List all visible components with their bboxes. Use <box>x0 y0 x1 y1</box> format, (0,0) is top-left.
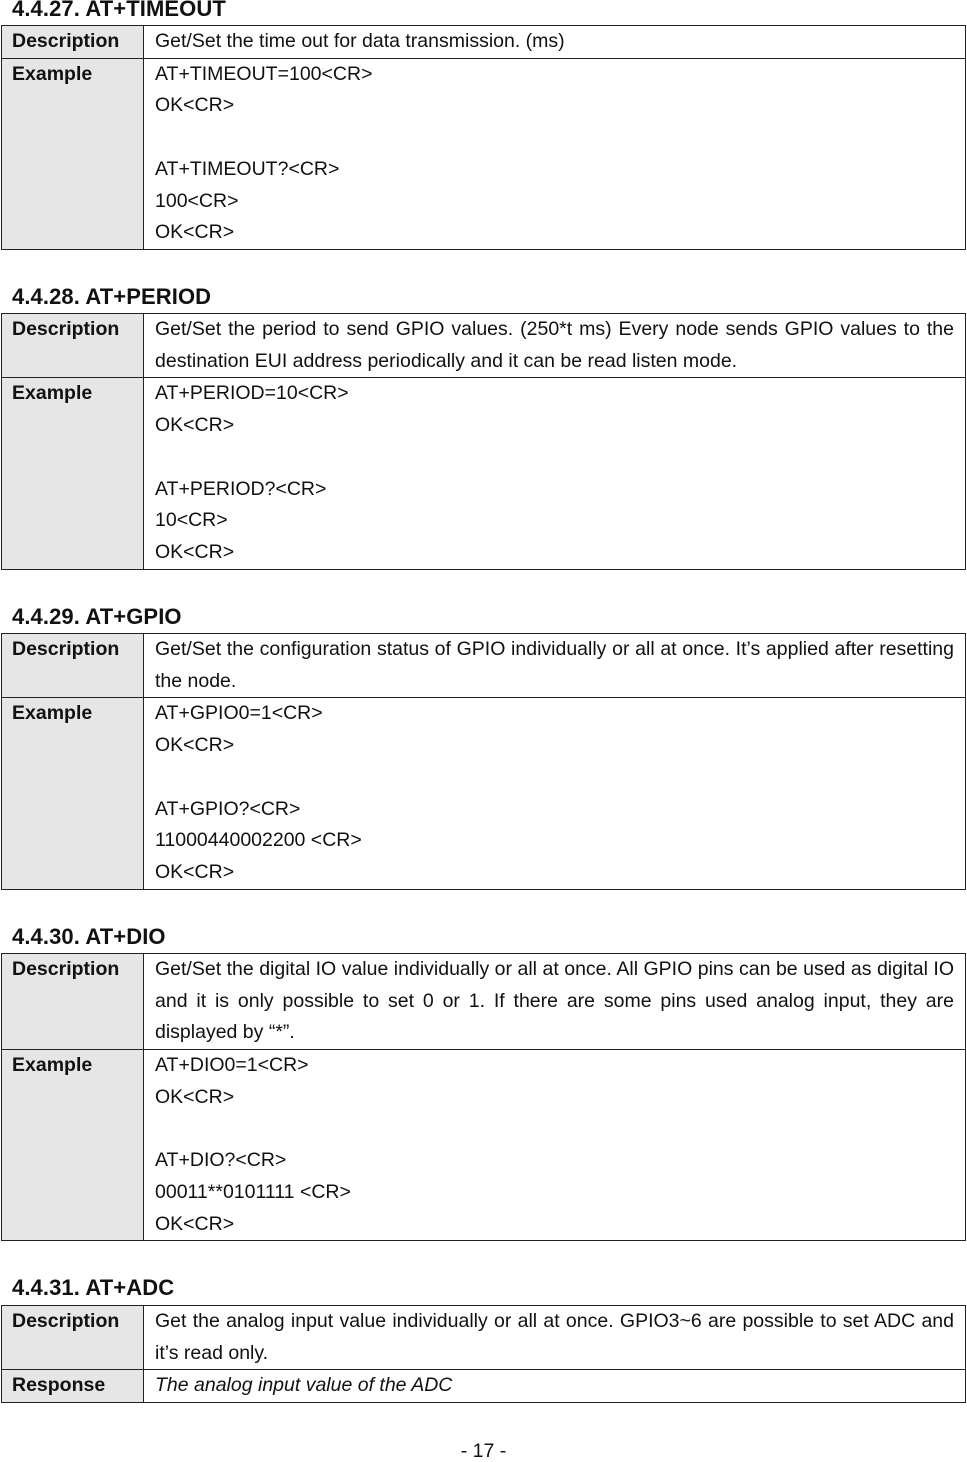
section-title-dio: 4.4.30. AT+DIO <box>12 924 166 949</box>
command-table-gpio <box>1 633 966 890</box>
response-label: Response <box>2 1370 144 1403</box>
example-block <box>144 1050 966 1241</box>
example-line: AT+TIMEOUT=100<CR> <box>155 62 373 85</box>
example-line: AT+PERIOD?<CR> <box>155 477 327 500</box>
description-row <box>2 634 966 698</box>
response-text: The analog input value of the ADC <box>144 1370 966 1403</box>
description-row <box>2 314 966 378</box>
section-title-adc: 4.4.31. AT+ADC <box>12 1275 175 1300</box>
command-table-timeout <box>1 25 966 250</box>
example-line: OK<CR> <box>155 221 235 244</box>
description-text: Get/Set the configuration status of GPIO individually or all at once. It’s applied after resetting the node. <box>144 634 966 698</box>
example-row <box>2 1050 966 1241</box>
example-line: AT+DIO0=1<CR> <box>155 1054 309 1077</box>
description-row <box>2 26 966 59</box>
example-line <box>155 762 954 794</box>
example-line: OK<CR> <box>155 734 235 757</box>
description-row <box>2 1306 966 1370</box>
description-label: Description <box>2 1306 144 1370</box>
example-line <box>155 122 954 154</box>
example-row <box>2 58 966 249</box>
example-block <box>144 378 966 569</box>
page-number: - 17 - <box>460 1440 507 1462</box>
section-title-timeout: 4.4.27. AT+TIMEOUT <box>12 0 226 21</box>
example-line <box>155 1114 954 1146</box>
example-line: OK<CR> <box>155 414 235 437</box>
example-line <box>155 442 954 474</box>
example-label: Example <box>2 378 144 569</box>
example-line: OK<CR> <box>155 1085 235 1108</box>
example-line: OK<CR> <box>155 860 235 883</box>
example-line: OK<CR> <box>155 540 235 563</box>
example-block <box>144 698 966 889</box>
command-table-period <box>1 313 966 570</box>
example-line: 100<CR> <box>155 189 239 212</box>
example-label: Example <box>2 58 144 249</box>
example-label: Example <box>2 1050 144 1241</box>
example-line: AT+PERIOD=10<CR> <box>155 382 349 405</box>
section-title-gpio: 4.4.29. AT+GPIO <box>12 604 182 629</box>
example-line: AT+TIMEOUT?<CR> <box>155 157 340 180</box>
description-text: Get/Set the period to send GPIO values. (250*t ms) Every node sends GPIO values to the destination EUI address periodically and it can be read listen mode. <box>144 314 966 378</box>
example-line: AT+GPIO?<CR> <box>155 797 301 820</box>
description-label: Description <box>2 634 144 698</box>
example-line: AT+DIO?<CR> <box>155 1149 287 1172</box>
description-text: Get/Set the digital IO value individually or all at once. All GPIO pins can be used as digital IO and it is only possible to set 0 or 1. If there are some pins used analog input, they are displayed by “*”. <box>144 954 966 1050</box>
command-table-dio <box>1 953 966 1241</box>
example-line: AT+GPIO0=1<CR> <box>155 702 323 725</box>
description-row <box>2 954 966 1050</box>
example-line: OK<CR> <box>155 94 235 117</box>
example-block <box>144 58 966 249</box>
description-label: Description <box>2 954 144 1050</box>
example-line: OK<CR> <box>155 1212 235 1235</box>
description-label: Description <box>2 314 144 378</box>
example-row <box>2 378 966 569</box>
example-line: 11000440002200 <CR> <box>155 829 362 852</box>
description-text: Get the analog input value individually or all at once. GPIO3~6 are possible to set ADC and it’s read only. <box>144 1306 966 1370</box>
example-line: 10<CR> <box>155 509 228 532</box>
example-row <box>2 698 966 889</box>
command-table-adc <box>1 1305 966 1403</box>
description-text: Get/Set the time out for data transmission. (ms) <box>144 26 966 59</box>
example-label: Example <box>2 698 144 889</box>
section-title-period: 4.4.28. AT+PERIOD <box>12 284 212 309</box>
response-row <box>2 1370 966 1403</box>
description-label: Description <box>2 26 144 59</box>
example-line: 00011**0101111 <CR> <box>155 1180 351 1203</box>
